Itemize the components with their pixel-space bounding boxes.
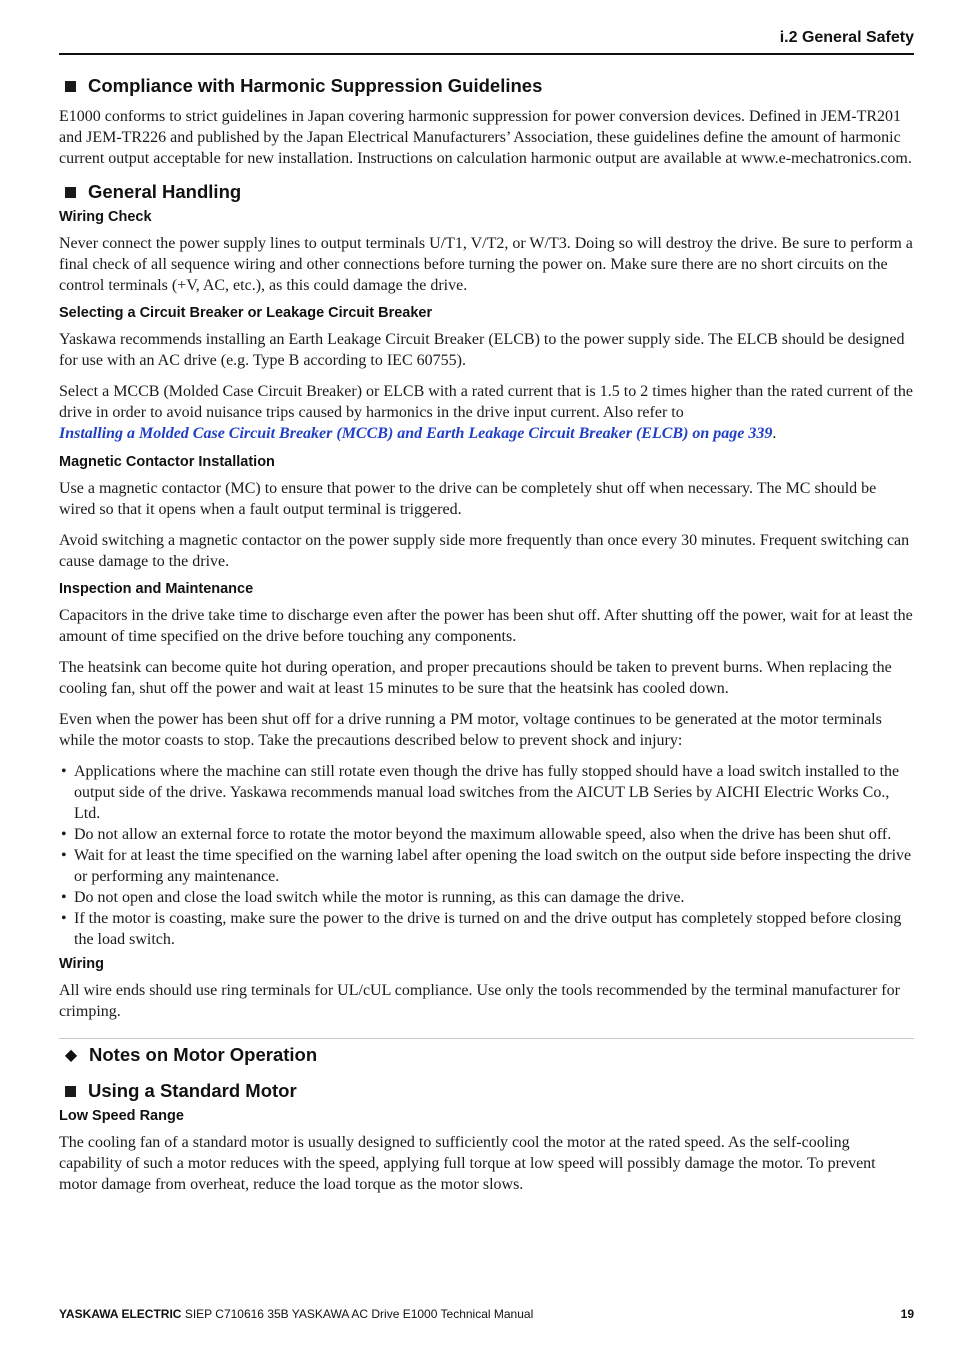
subheading-magnetic-contactor: Magnetic Contactor Installation [59, 454, 275, 470]
section-heading-standard-motor [59, 1080, 914, 1102]
page-footer [59, 1307, 914, 1321]
subheading-low-speed-range: Low Speed Range [59, 1108, 184, 1124]
list-item: • Applications where the machine can still rotate even though the drive has fully stopped should have a load switch installed to the output side of the drive. Yaskawa recommends manual load switches from the AICUT LB Series by AICHI Electric Works Co., Ltd. [59, 761, 914, 824]
diamond-bullet-icon: ◆ [64, 1047, 78, 1064]
section-title: General Handling [88, 181, 242, 202]
footer-manual-info [59, 1307, 533, 1321]
square-bullet-icon [65, 81, 76, 92]
square-bullet-icon [65, 1086, 76, 1097]
list-item: • Wait for at least the time specified on the warning label after opening the load switch on the output side before inspecting the drive or performing any maintenance. [59, 845, 914, 887]
inspection-paragraph-3: Even when the power has been shut off for a drive running a PM motor, voltage continues to be generated at the motor terminals while the motor coasts to stop. Take the precautions described below to prevent shock and injury: [59, 711, 882, 749]
subheading-inspection: Inspection and Maintenance [59, 581, 254, 597]
list-item: • Do not open and close the load switch while the motor is running, as this can damage the drive. [59, 887, 914, 908]
harmonic-paragraph: E1000 conforms to strict guidelines in Japan covering harmonic suppression for power conversion devices. Defined in JEM-TR201 and JEM-TR226 and published by the Japan Electrical Manufacturers’ Association, these guidelines define the amount of harmonic current output acceptable for new installation. Instructions on calculation harmonic output are available at www.e-mechatronics.com. [59, 108, 912, 167]
section-title: Compliance with Harmonic Suppression Guidelines [88, 75, 543, 96]
page-number: 19 [900, 1307, 914, 1321]
breaker-paragraph-2 [59, 381, 914, 444]
mccb-elcb-page-link[interactable]: Installing a Molded Case Circuit Breaker (MCCB) and Earth Leakage Circuit Breaker (ELCB) on page 339 [59, 425, 773, 442]
subheading-wiring: Wiring [59, 956, 104, 972]
inspection-paragraph-2: The heatsink can become quite hot during operation, and proper precautions should be taken to prevent burns. When replacing the cooling fan, shut off the power and wait at least 15 minutes to be sure that the heatsink has cooled down. [59, 659, 892, 697]
precaution-list [59, 761, 914, 950]
section-divider [59, 1038, 914, 1039]
section-heading-motor-notes [59, 1044, 914, 1066]
contactor-paragraph-1: Use a magnetic contactor (MC) to ensure that power to the drive can be completely shut off when necessary. The MC should be wired so that it opens when a fault output terminal is triggered. [59, 480, 877, 518]
breaker-text: Select a MCCB (Molded Case Circuit Breaker) or ELCB with a rated current that is 1.5 to 2 times higher than the rated current of the drive in order to avoid nuisance trips caused by harmonics in the drive input current. Also refer to [59, 383, 913, 421]
subheading-circuit-breaker: Selecting a Circuit Breaker or Leakage Circuit Breaker [59, 305, 433, 321]
wiring-paragraph: All wire ends should use ring terminals for UL/cUL compliance. Use only the tools recommended by the terminal manufacturer for crimping. [59, 982, 900, 1020]
section-title: Notes on Motor Operation [89, 1044, 318, 1065]
contactor-paragraph-2: Avoid switching a magnetic contactor on the power supply side more frequently than once every 30 minutes. Frequent switching can cause damage to the drive. [59, 532, 910, 570]
footer-manual-title: SIEP C710616 35B YASKAWA AC Drive E1000 Technical Manual [184, 1307, 534, 1321]
list-item: • Do not allow an external force to rotate the motor beyond the maximum allowable speed, also when the drive has been shut off. [59, 824, 914, 845]
section-heading-general-handling [59, 181, 914, 203]
section-heading-harmonic [59, 75, 914, 97]
header-rule [59, 53, 914, 55]
inspection-paragraph-1: Capacitors in the drive take time to discharge even after the power has been shut off. After shutting off the power, wait for at least the amount of time specified on the drive before touching any components. [59, 607, 913, 645]
link-suffix: . [772, 425, 777, 442]
section-title: Using a Standard Motor [88, 1080, 297, 1101]
list-item: • If the motor is coasting, make sure the power to the drive is turned on and the drive output has completely stopped before closing the load switch. [59, 908, 914, 950]
low-speed-paragraph: The cooling fan of a standard motor is usually designed to sufficiently cool the motor at the rated speed. As the self-cooling capability of such a motor reduces with the speed, applying full torque at low speed will possibly damage the motor. To prevent motor damage from overheat, reduce the load torque as the motor slows. [59, 1134, 876, 1193]
breaker-paragraph-1: Yaskawa recommends installing an Earth Leakage Circuit Breaker (ELCB) to the power supply side. The ELCB should be designed for use with an AC drive (e.g. Type B according to IEC 60755). [59, 331, 905, 369]
wiring-check-paragraph: Never connect the power supply lines to output terminals U/T1, V/T2, or W/T3. Doing so will destroy the drive. Be sure to perform a final check of all sequence wiring and other connections before turning the power on. Make sure there are no short circuits on the control terminals (+V, AC, etc.), as this could damage the drive. [59, 235, 913, 294]
running-header: i.2 General Safety [779, 29, 914, 46]
square-bullet-icon [65, 187, 76, 198]
subheading-wiring-check: Wiring Check [59, 209, 152, 225]
footer-brand: YASKAWA ELECTRIC [59, 1307, 182, 1321]
page-content [59, 70, 914, 1195]
